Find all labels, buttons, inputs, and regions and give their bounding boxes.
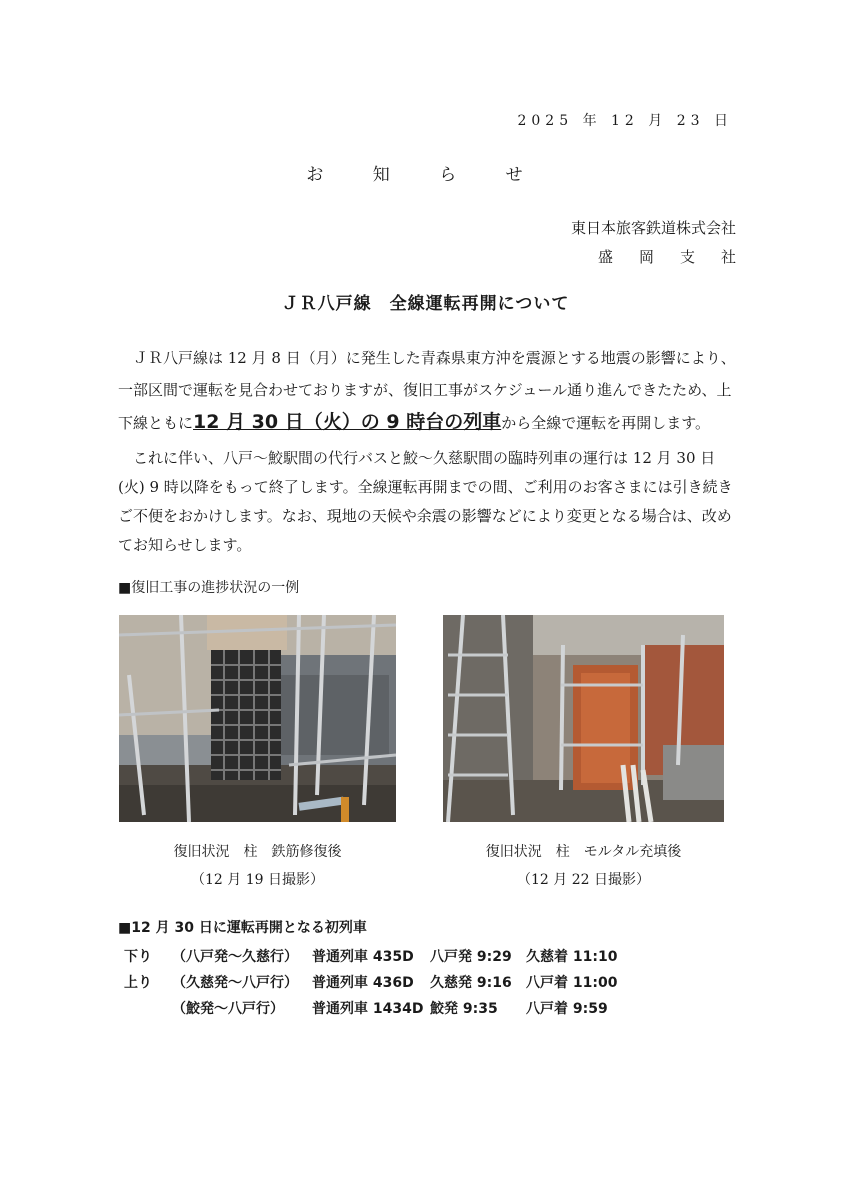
train-route: （久慈発～八戸行）	[172, 975, 298, 991]
train-arrival: 八戸着 11:00	[526, 975, 618, 991]
p2-text: これに伴い、八戸～鮫駅間の代行バスと鮫～久慈駅間の臨時列車の運行は 12 月 30 日(火) 9 時以降をもって終了します。全線運転再開までの間、ご利用のお客さまには引き続きご不便をおかけします。なお、現地の天候や余震の影響などにより変更となる場合は、改めてお知らせします。	[118, 449, 733, 554]
company-name: 東日本旅客鉄道株式会社	[570, 219, 736, 237]
paragraph-announcement	[118, 342, 738, 439]
paragraph-details	[118, 444, 738, 560]
p1-text-end: から全線で運転を再開します。	[501, 414, 711, 432]
train-direction	[124, 996, 172, 1022]
issuer-block	[570, 214, 762, 272]
caption-text: 復旧状況 柱 モルタル充填後	[485, 844, 682, 860]
train-row	[124, 944, 617, 970]
train-departure: 八戸発 9:29	[430, 949, 512, 965]
photo-caption-2	[443, 838, 724, 894]
photo-rebar-repair	[119, 615, 396, 822]
p1-text-start: ＪＲ八戸線は 12 月 8 日（月）に発生した青森県東方沖を震源とする地震の影響により、一部区間で運転を見合わせておりますが、復旧工事がスケジュール通り進んできたため、上下線ともに	[118, 349, 736, 432]
train-service: 普通列車 1434D	[312, 1001, 424, 1017]
train-route: （鮫発～八戸行）	[172, 1001, 284, 1017]
notice-heading: お 知 ら せ	[306, 165, 545, 185]
train-route: （八戸発～久慈行）	[172, 949, 298, 965]
photo-caption-1	[119, 838, 396, 894]
caption-date: （12 月 22 日撮影）	[517, 872, 650, 888]
p1-highlight: 12 月 30 日（火）の 9 時台の列車	[193, 411, 502, 433]
train-arrival: 久慈着 11:10	[526, 949, 618, 965]
train-direction: 下り	[124, 949, 152, 965]
caption-text: 復旧状況 柱 鉄筋修復後	[173, 844, 342, 860]
train-arrival: 八戸着 9:59	[526, 1001, 608, 1017]
train-departure: 久慈発 9:16	[430, 975, 512, 991]
train-direction: 上り	[124, 975, 152, 991]
train-departure: 鮫発 9:35	[430, 1001, 498, 1017]
photo-mortar-filled	[443, 615, 724, 822]
train-service: 普通列車 435D	[312, 949, 414, 965]
first-trains-table	[124, 944, 617, 1022]
section-first-trains-title: ■12 月 30 日に運転再開となる初列車	[118, 920, 367, 936]
document-title: ＪＲ八戸線 全線運転再開について	[281, 294, 570, 314]
branch-name: 盛岡支社	[597, 248, 762, 266]
train-row	[124, 996, 617, 1022]
train-service: 普通列車 436D	[312, 975, 414, 991]
notice-date: 2025 年 12 月 23 日	[517, 113, 733, 129]
caption-date: （12 月 19 日撮影）	[191, 872, 324, 888]
train-row	[124, 970, 617, 996]
section-progress-title: ■復旧工事の進捗状況の一例	[118, 580, 300, 596]
